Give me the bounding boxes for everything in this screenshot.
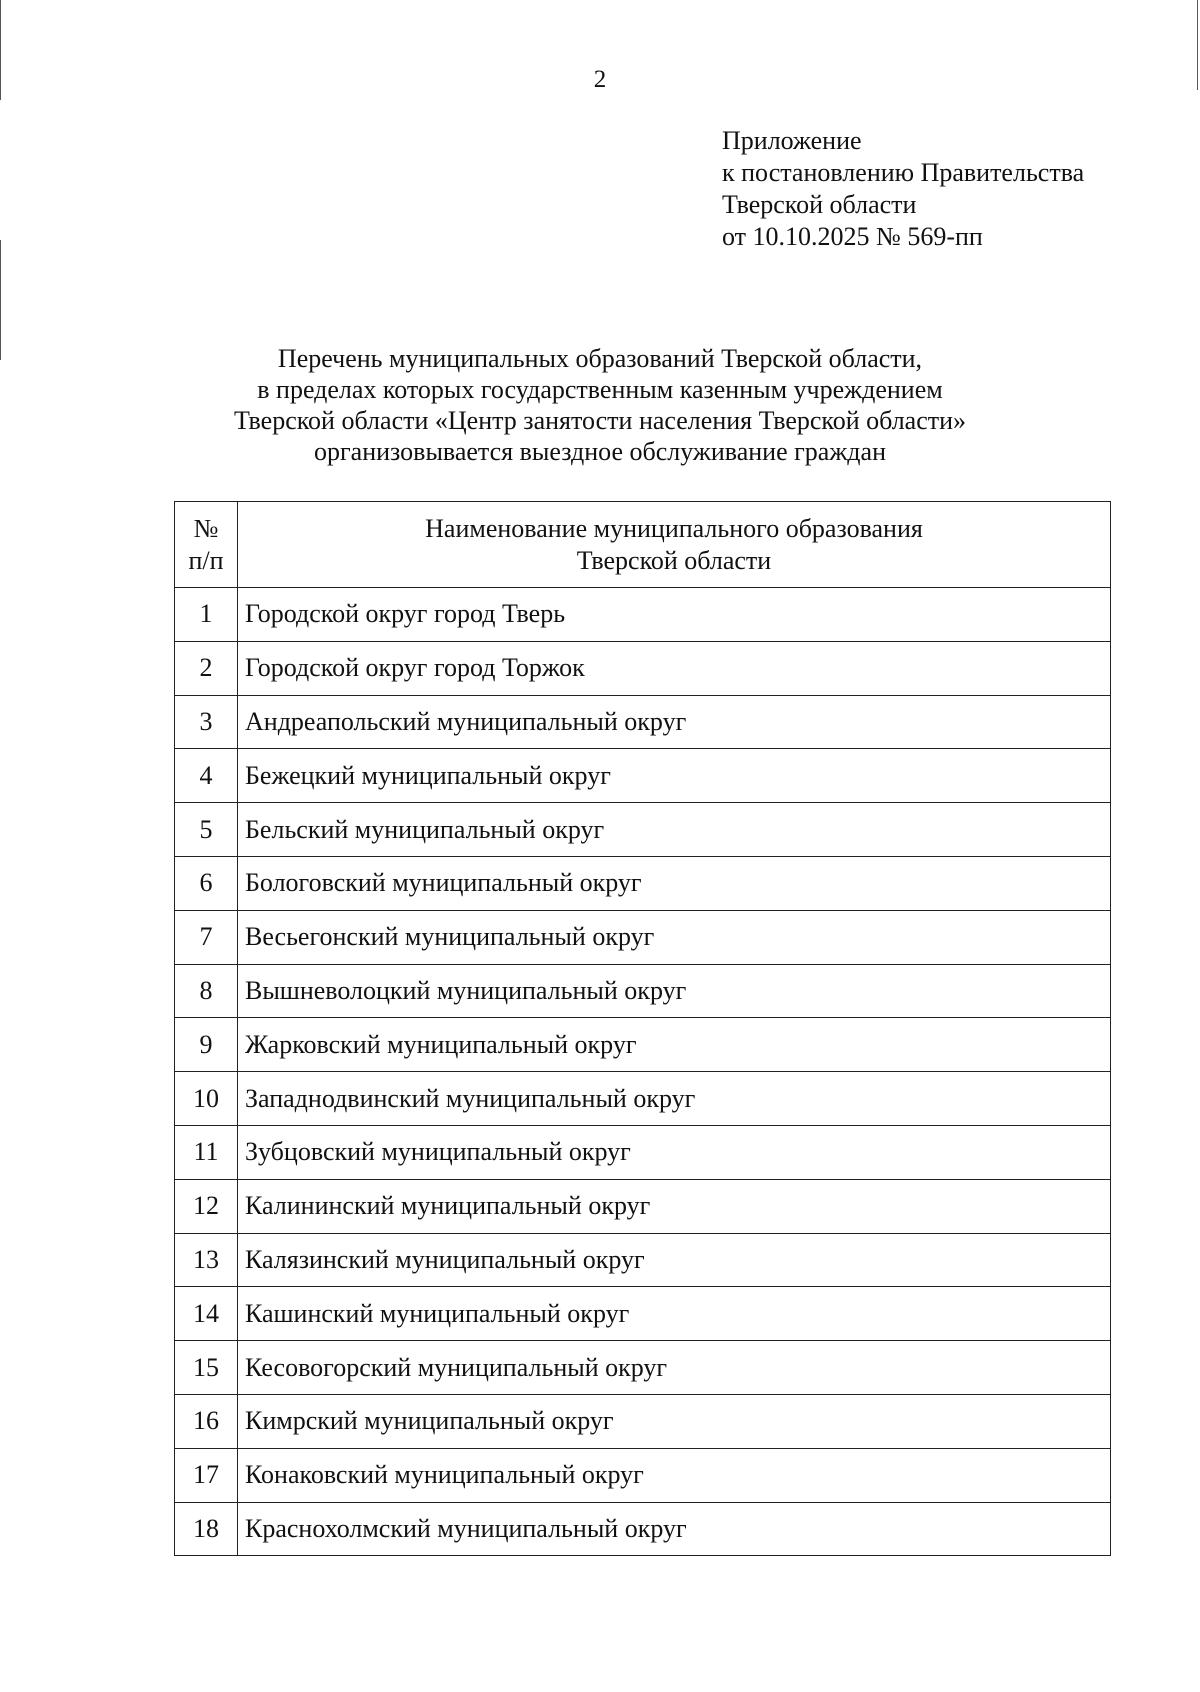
table-row xyxy=(175,1394,1111,1448)
row-number: 5 xyxy=(175,803,238,857)
title-line: организовывается выездное обслуживание граждан xyxy=(314,437,886,466)
row-number: 11 xyxy=(175,1125,238,1179)
appendix-line: Тверской области xyxy=(722,190,917,219)
row-number: 17 xyxy=(175,1448,238,1502)
row-municipality-name: Кесовогорский муниципальный округ xyxy=(238,1341,1111,1395)
row-number: 3 xyxy=(175,695,238,749)
row-number: 6 xyxy=(175,856,238,910)
title-line: Тверской области «Центр занятости населения Тверской области» xyxy=(233,406,967,435)
row-number: 1 xyxy=(175,588,238,642)
header-name-line: Наименование муниципального образования xyxy=(425,513,923,543)
row-number: 10 xyxy=(175,1072,238,1126)
row-number: 18 xyxy=(175,1502,238,1556)
row-municipality-name: Бологовский муниципальный округ xyxy=(238,856,1111,910)
table-row xyxy=(175,964,1111,1018)
table-header-row xyxy=(175,502,1111,588)
row-number: 8 xyxy=(175,964,238,1018)
row-municipality-name: Андреапольский муниципальный округ xyxy=(238,695,1111,749)
page-number: 2 xyxy=(593,66,607,93)
title-line: Перечень муниципальных образований Тверской области, xyxy=(277,344,923,373)
scan-edge-line-left-lower xyxy=(0,240,1,360)
table-row xyxy=(175,641,1111,695)
row-number: 16 xyxy=(175,1394,238,1448)
header-name xyxy=(238,502,1111,588)
row-municipality-name: Жарковский муниципальный округ xyxy=(238,1018,1111,1072)
table-row xyxy=(175,856,1111,910)
header-num-line: п/п xyxy=(188,545,224,575)
table-row xyxy=(175,695,1111,749)
row-municipality-name: Западнодвинский муниципальный округ xyxy=(238,1072,1111,1126)
table-row xyxy=(175,1072,1111,1126)
document-title xyxy=(0,343,1200,467)
header-num xyxy=(175,502,238,588)
row-municipality-name: Калязинский муниципальный округ xyxy=(238,1233,1111,1287)
table-row xyxy=(175,1125,1111,1179)
table-row xyxy=(175,1233,1111,1287)
table-row xyxy=(175,749,1111,803)
row-municipality-name: Весьегонский муниципальный округ xyxy=(238,910,1111,964)
table-row xyxy=(175,1448,1111,1502)
row-number: 2 xyxy=(175,641,238,695)
appendix-line: Приложение xyxy=(722,126,862,155)
table-row xyxy=(175,1179,1111,1233)
table-row xyxy=(175,1502,1111,1556)
row-number: 9 xyxy=(175,1018,238,1072)
row-municipality-name: Городской округ город Торжок xyxy=(238,641,1111,695)
title-line: в пределах которых государственным казенным учреждением xyxy=(257,375,943,404)
table-row xyxy=(175,1018,1111,1072)
row-number: 7 xyxy=(175,910,238,964)
row-municipality-name: Калининский муниципальный округ xyxy=(238,1179,1111,1233)
table-row xyxy=(175,588,1111,642)
row-municipality-name: Краснохолмский муниципальный округ xyxy=(238,1502,1111,1556)
row-municipality-name: Вышневолоцкий муниципальный округ xyxy=(238,964,1111,1018)
table-row xyxy=(175,910,1111,964)
row-number: 15 xyxy=(175,1341,238,1395)
table-row xyxy=(175,1341,1111,1395)
appendix-block xyxy=(722,125,1084,253)
row-municipality-name: Бельский муниципальный округ xyxy=(238,803,1111,857)
row-municipality-name: Кимрский муниципальный округ xyxy=(238,1394,1111,1448)
row-number: 12 xyxy=(175,1179,238,1233)
header-num-line: № xyxy=(193,513,219,543)
row-number: 13 xyxy=(175,1233,238,1287)
appendix-line: к постановлению Правительства xyxy=(722,158,1085,187)
row-municipality-name: Зубцовский муниципальный округ xyxy=(238,1125,1111,1179)
table-row xyxy=(175,1287,1111,1341)
row-municipality-name: Конаковский муниципальный округ xyxy=(238,1448,1111,1502)
row-municipality-name: Бежецкий муниципальный округ xyxy=(238,749,1111,803)
table-row xyxy=(175,803,1111,857)
table-body xyxy=(175,588,1111,1556)
row-number: 14 xyxy=(175,1287,238,1341)
row-municipality-name: Кашинский муниципальный округ xyxy=(238,1287,1111,1341)
municipalities-table xyxy=(174,501,1111,1556)
row-number: 4 xyxy=(175,749,238,803)
header-name-line: Тверской области xyxy=(576,545,772,575)
row-municipality-name: Городской округ город Тверь xyxy=(238,588,1111,642)
appendix-line: от 10.10.2025 № 569-пп xyxy=(722,222,983,251)
